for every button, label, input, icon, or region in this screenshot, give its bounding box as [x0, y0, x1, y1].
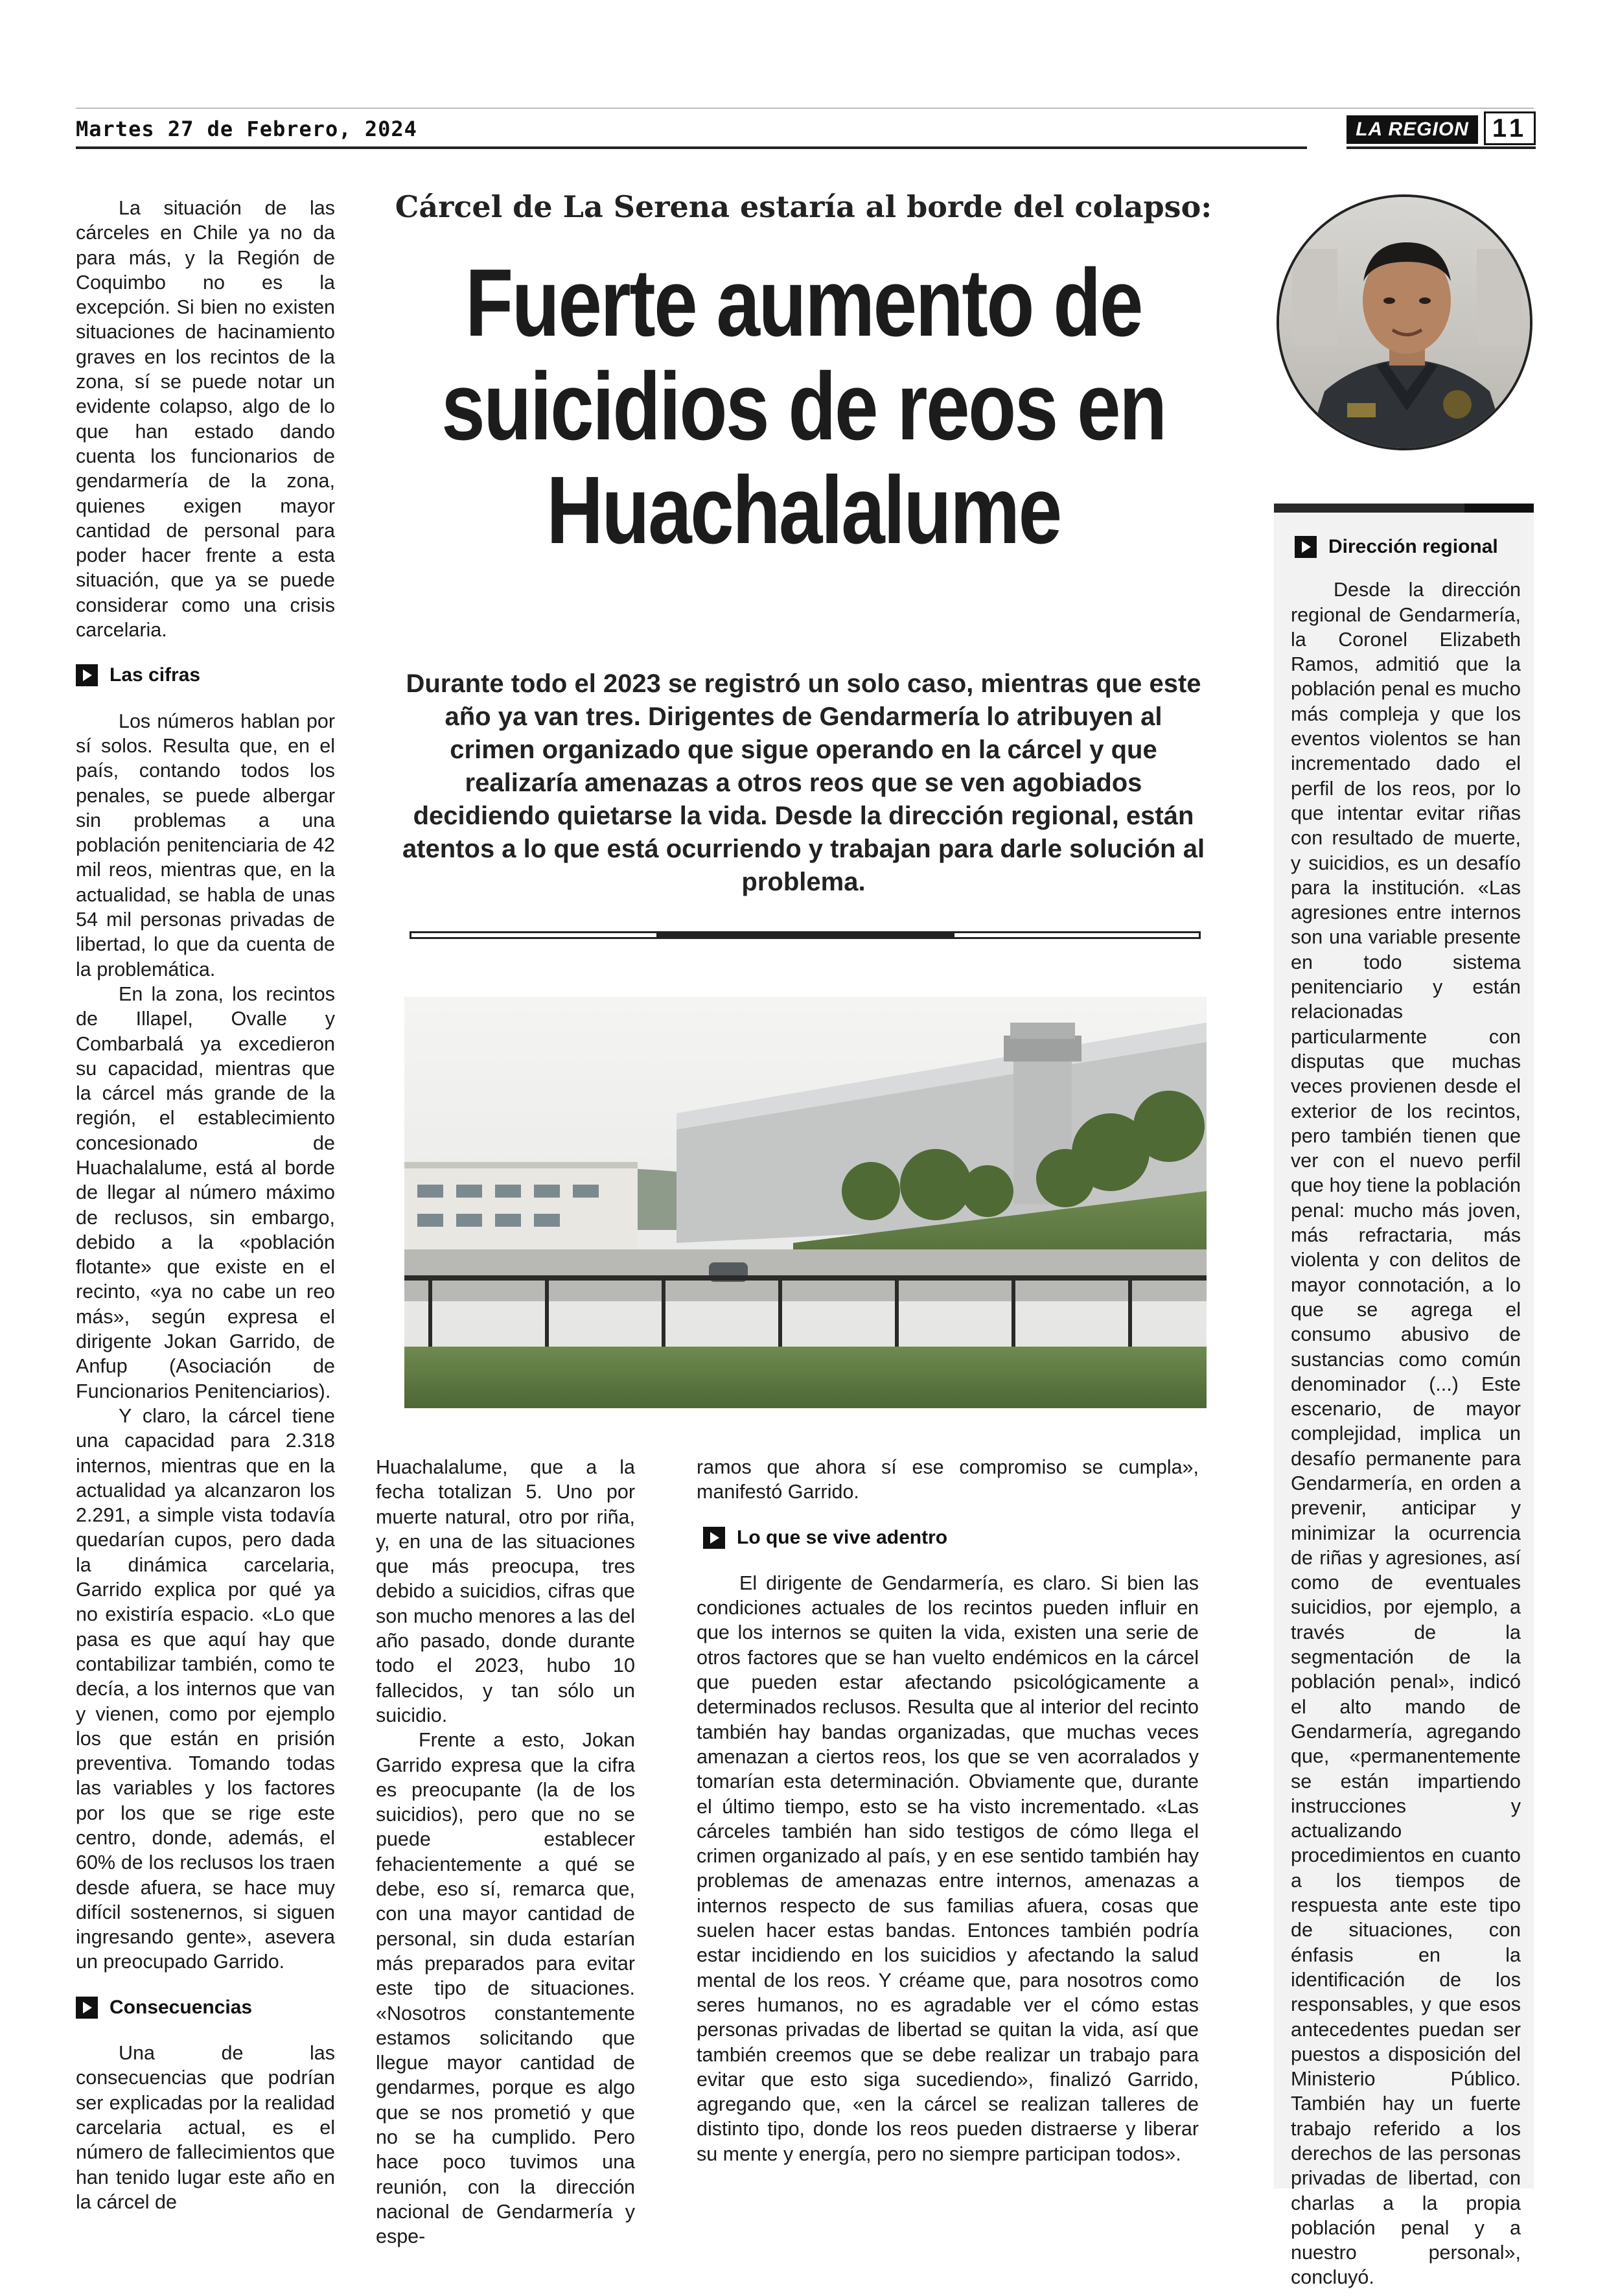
article-kicker: Cárcel de La Serena estaría al borde del colapso:	[395, 189, 1212, 224]
subhead-lo-que-se-vive-adentro	[703, 1525, 1199, 1550]
header-rule	[76, 146, 1307, 149]
body-paragraph: Huachalalume, que a la fecha totalizan 5. Uno por muerte natural, otro por riña, y, en una de las situaciones que más preocupa, tres debido a suicidios, cifras que son mucho menores a las del año pasado, donde durante todo el 2023, hubo 10 fallecidos, y tan sólo un suicidio.	[376, 1456, 635, 1726]
subhead-consecuencias	[76, 1995, 335, 2020]
header-rule-right	[1347, 146, 1536, 149]
play-icon	[703, 1527, 725, 1549]
prison-image	[404, 997, 1207, 1408]
article-headline	[432, 251, 1175, 562]
body-paragraph: Y claro, la cárcel tiene una capacidad para 2.318 internos, mientras que en la actualidad ya alcanzaron los 2.291, a simple vista todavía quedarían cupos, pero dada la dinámica carcelaria, Garrido explica por qué ya no existiría espacio. «Lo que pasa es que aquí hay que contabilizar también, como te decía, a los internos que van y vienen, como por ejemplo los que están en prisión preventiva. Tomando todas las variables y los factores por los que se rige este centro, donde, además, el 60% de los reclusos los traen desde afuera, se hace muy difícil sostenernos, si siguen ingresando gente», asevera un preocupado Garrido.	[76, 1404, 335, 1973]
sidebar-paragraph: Desde la dirección regional de Gendarmería, la Coronel Elizabeth Ramos, admitió que la población penal es mucho más compleja y que los eventos violentos se han incrementado dado el perfil de los reos, por lo que intentar evitar riñas con resultado de muerte, y suicidios, es un desafío para la institución. «Las agresiones entre internos son una variable presente en todo sistema penitenciario y están relacionadas particularmente con disputas que muchas veces provienen desde el exterior de los recintos, pero también tienen que ver con el nuevo perfil que hoy tiene la población penal: mucho más joven, más refractaria, más violenta y con delitos de mayor connotación, a lo que se agrega el consumo abusivo de sustancias como común denominador (...) Este escenario, de mayor complejidad, implica un desafío permanente para Gendarmería, en orden a prevenir, anticipar y minimizar la ocurrencia de riñas y agresiones, así como de eventuales suicidios, por ejemplo, a través de la segmentación de la población penal», indicó el alto mando de Gendarmería, agregando que, «permanentemente se están impartiendo instrucciones y actualizando procedimientos en cuanto a los tiempos de respuesta ante este tipo de situaciones, con énfasis en la identificación de los responsables, y que esos antecedentes puedan ser puestos a disposición del Ministerio Público. También hay un fuerte trabajo referido a los derechos de las personas privadas de libertad, con charlas a la propia población penal y a nuestro personal», concluyó.	[1291, 579, 1521, 2289]
body-paragraph: Frente a esto, Jokan Garrido expresa que la cifra es preocupante (la de los suicidios), pero que no se puede establecer fehacientemente a qué se debe, eso sí, remarca que, con una mayor cantidad de personal, sin duda estarían más preparados para evitar este tipo de situaciones. «Nosotros constantemente estamos solicitando que llegue mayor cantidad de gendarmes, porque es algo que se nos prometió y que no se ha cumplido. Pero hace poco tuvimos una reunión, con la dirección nacional de Gendarmería y espe-	[376, 1729, 635, 2248]
subhead-label: Las cifras	[110, 664, 201, 686]
body-paragraph: Los números hablan por sí solos. Resulta que, en el país, contando todos los penales, se puede albergar sin problemas a una población penitenciaria de 42 mil reos, mientras que, en la actualidad, se habla de unas 54 mil personas privadas de libertad, lo que da cuenta de la problemática.	[76, 710, 335, 980]
play-icon	[76, 1997, 98, 2019]
subhead-label: Dirección regional	[1328, 536, 1498, 557]
subhead-label: Lo que se vive adentro	[737, 1526, 948, 1548]
article-column-3	[697, 1455, 1199, 2166]
issue-date: Martes 27 de Febrero, 2024	[76, 117, 417, 141]
newspaper-logo: LA REGION	[1347, 115, 1478, 144]
sidebar-column	[1291, 535, 1521, 2290]
prison-photo	[404, 997, 1207, 1408]
headline-line: Fuerte aumento de	[465, 249, 1142, 356]
article-column-2	[376, 1455, 635, 2249]
play-icon	[1295, 536, 1317, 558]
body-paragraph: En la zona, los recintos de Illapel, Ovalle y Combarbalá ya excedieron su capacidad, mientras que la cárcel más grande de la región, el establecimiento concesionado de Huachalalume, está al borde de llegar al número máximo de reclusos, sin embargo, debido a la «población flotante» que existe en el recinto, «ya no cabe un reo más», según expresa el dirigente Jokan Garrido, de Anfup (Asociación de Funcionarios Penitenciarios).	[76, 982, 335, 1402]
article-column-1	[76, 196, 335, 2214]
body-paragraph: Una de las consecuencias que podrían ser explicadas por la realidad carcelaria actual, es el número de fallecimientos que han tenido lugar este año en la cárcel de	[76, 2042, 335, 2213]
headline-line: Huachalalume	[546, 457, 1061, 564]
body-paragraph: El dirigente de Gendarmería, es claro. Si bien las condiciones actuales de los recintos pueden influir en que los internos se quiten la vida, existen una serie de otros factores que se han vuelto endémicos en la cárcel que pueden estar afectando psicológicamente a determinados reclusos. Resulta que al interior del recinto también hay bandas organizadas, que muchas veces amenazan a ciertos reos, los que se ven acorralados y tomarían esta determinación. Obviamente que, durante el último tiempo, esto se ha visto incrementado. «Las cárceles también han sido testigos de cómo llega el crimen organizado al país, y en ese sentido también hay problemas de amenazas entre internos, amenazas a internos respecto de sus familias afuera, cosas que suelen hacer estas bandas. Entonces también podría estar incidiendo en los suicidios y afectando la salud mental de los reos. Y créame que, para nosotros como seres humanos, no es agradable ver el cómo estas personas privadas de libertad se quitan la vida, así que también creemos que se debe realizar un trabajo para evitar que esto siga sucediendo», finalizó Garrido, agregando que, «en la cárcel se realizan talleres de distinto tipo, donde los reos pueden distraerse y liberar su mente y energía, pero no siempre participan todos».	[697, 1571, 1199, 2165]
header-top-rule	[76, 108, 1534, 109]
page-number: 11	[1484, 111, 1536, 145]
portrait-photo	[1277, 194, 1532, 450]
body-paragraph: ramos que ahora sí ese compromiso se cumpla», manifestó Garrido.	[697, 1456, 1199, 1503]
subhead-las-cifras	[76, 663, 335, 688]
subhead-direccion-regional	[1295, 535, 1521, 559]
portrait-image	[1279, 197, 1532, 450]
article-lede: Durante todo el 2023 se registró un solo caso, mientras que este año ya van tres. Dirigentes de Gendarmería lo atribuyen al crimen organizado que sigue operando en la cárcel y que realizaría amenazas a otros reos que se ven agobiados decidiendo quietarse la vida. Desde la dirección regional, están atentos a lo que está ocurriendo y trabajan para darle solución al problema.	[402, 669, 1205, 896]
subhead-label: Consecuencias	[110, 1996, 253, 2018]
headline-line: suicidios de reos en	[441, 353, 1166, 460]
intro-paragraph: La situación de las cárceles en Chile ya no da para más, y la Región de Coquimbo no es la excepción. Si bien no existen situaciones de hacinamiento graves en los recintos de la zona, sí se puede notar un evidente colapso, algo de lo que han estado dando cuenta los funcionarios de gendarmería de la zona, quienes exigen mayor cantidad de personal para poder hacer frente a esta situación, que ya se puede considerar como una crisis carcelaria.	[76, 197, 335, 642]
sidebar-top-rule-accent	[1464, 504, 1534, 513]
play-icon	[76, 664, 98, 686]
lede-divider-accent	[656, 931, 954, 939]
